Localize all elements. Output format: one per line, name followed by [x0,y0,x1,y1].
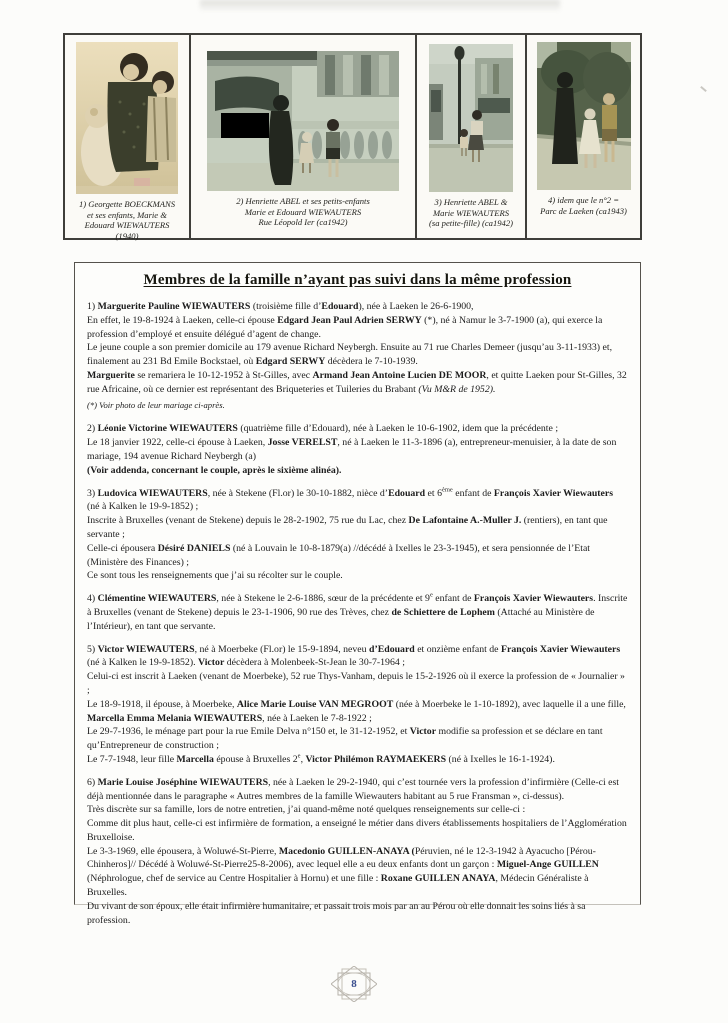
paragraph-3: 2) Léonie Victorine WIEWAUTERS (quatrième fille d’Edouard), née à Laeken le 10-6-1902, idem que la précédente ; Le 18 janvier 1922, celle-ci épouse à Laeken, Josse VERELST, né à Laeken le 11-3-1896 (a), entrepreneur-menuisier, à la date de son mariage, 194 avenue Richard Neybergh (a) (Voir addenda, concernant le couple, après le sixième alinéa). [87,423,617,476]
paragraph-2: (*) Voir photo de leur mariage ci-après. [87,399,225,410]
photo-2-caption: 2) Henriette ABEL et ses petits-enfants Marie et Edouard WIEWAUTERS Rue Léopold Ier (ca1942) [236,196,370,228]
photo-cell-1 [65,35,191,241]
paragraph-6: 5) Victor WIEWAUTERS, né à Moerbeke (Fl.or) le 15-9-1894, neveu d’Edouard et onzième enfant de François Xavier Wiewauters (né à Kalken le 19-9-1852). Victor décèdera à Molenbeek-St-Jean le 30-7-1964 ; Celui-ci est inscrit à Laeken (venant de Moerbeke), 52 rue Thys-Vanham, depuis le 15-2-1926 où il exerce la profession de « Journalier » ; Le 18-9-1918, il épouse, à Moerbeke, Alice Marie Louise VAN MEGROOT (née à Moerbeke le 1-10-1892), avec laquelle il a une fille, Marcella Emma Melania WIEWAUTERS, née à Laeken le 7-8-1922 ; Le 29-7-1936, le ménage part pour la rue Emile Delva n°150 et, le 31-12-1952, et Victor modifie sa profession et se déclare en tant qu’Entrepreneur de construction ; Le 7-7-1948, leur fille Marcella épouse à Bruxelles 2e, Victor Philémon RAYMAEKERS (né à Ixelles le 16-1-1924). [87,643,626,765]
scan-artifact [200,0,560,12]
article-body [87,300,628,927]
paragraph-4: 3) Ludovica WIEWAUTERS, née à Stekene (Fl.or) le 30-10-1882, nièce d’Edouard et 6ème enfant de François Xavier Wiewauters (né à Kalken le 19-9-1852) ; Inscrite à Bruxelles (venant de Stekene) depuis le 28-2-1902, 75 rue du Lac, chez De Lafontaine A.-Muller J. (rentiers), en tant que servante ; Celle-ci épousera Désiré DANIELS (né à Louvain le 10-8-1879(a) //décédé à Ixelles le 23-3-1945), et sera pensionnée de l’Etat (Ministère des Finances) ; Ce sont tous les renseignements que j’ai su récolter sur le couple. [87,486,614,582]
photo-4-caption: 4) idem que le n°2 = Parc de Laeken (ca1943) [540,195,627,216]
photo-4 [537,42,631,190]
photo-1 [76,42,178,194]
photo-cell-3 [417,35,527,238]
paragraph-1: 1) Marguerite Pauline WIEWAUTERS (troisième fille d’Edouard), née à Laeken le 26-6-1900, En effet, le 19-8-1924 à Laeken, celle-ci épouse Edgard Jean Paul Adrien SERWY (*), né à Namur le 3-7-1900 (a), qui exerce la profession d’employé et ensuite délégué d’agent de change. Le jeune couple a son premier domicile au 179 avenue Richard Neybergh. Ensuite au 71 rue Charles Demeer (jusqu’au 3-11-1933) et, finalement au 231 Bd Emile Bockstael, où Edgard SERWY décèdera le 7-10-1939. Marguerite se remariera le 10-12-1952 à St-Gilles, avec Armand Jean Antoine Lucien DE MOOR, et quitte Laeken pour St-Gilles, 32 rue Africaine, où ce dernier est représentant des Briqueteries et Tuileries du Brabant (Vu M&R de 1952). [87,301,627,395]
scan-artifact [700,86,707,92]
page-number-ornament [331,966,377,1002]
photo-cell-4 [527,35,640,238]
photo-3-caption: 3) Henriette ABEL & Marie WIEWAUTERS (sa petite-fille) (ca1942) [429,197,513,229]
photo-cell-2 [191,35,417,238]
photo-3-image [429,44,513,192]
article-title: Membres de la famille n’ayant pas suivi dans la même profession [143,272,572,288]
paragraph-7: 6) Marie Louise Joséphine WIEWAUTERS, née à Laeken le 29-2-1940, qui c’est tournée vers la profession d’infirmière (Celle-ci est déjà mentionnée dans le paragraphe « Autres membres de la famille Wiewauters habitant au 5 rue Fransman », ci-dessus). Très discrète sur sa famille, lors de notre entretien, j’ai quand-même noté quelques renseignements sur celle-ci : Comme dit plus haut, celle-ci est infirmière de formation, a enseigné le métier dans divers établissements hospitaliers de l’Agglomération Bruxelloise. Le 3-3-1969, elle épousera, à Woluwé-St-Pierre, Macedonio GUILLEN-ANAYA (Péruvien, né le 12-3-1942 à Ayacucho [Pérou-Chinheros]// Décédé à Woluwé-St-Pierre25-8-2006), avec lequel elle a eu deux enfants dont un garçon : Miguel-Ange GUILLEN (Néphrologue, chef de service au Centre Hospitalier à Hornu) et une fille : Roxane GUILLEN ANAYA, Médecin Généraliste à Bruxelles. Du vivant de son époux, elle était infirmière humanitaire, et passait trois mois par an au Pérou où elle donnait les soins liés à sa profession. [87,776,627,926]
page-number: 8 [351,978,357,990]
article-box [74,262,641,926]
photo-strip [63,33,642,240]
photo-4-image [537,42,631,190]
photo-2-image [207,51,399,191]
photo-1-caption: 1) Georgette BOECKMANS et ses enfants, Marie & Edouard WIEWAUTERS (1940) [78,199,176,241]
photo-1-image [76,42,178,194]
paragraph-5: 4) Clémentine WIEWAUTERS, née à Stekene le 2-6-1886, sœur de la précédente et 9e enfant de François Xavier Wiewauters. Inscrite à Bruxelles (venant de Stekene) depuis le 23-1-1906, 90 rue des Trèves, chez de Schiettere de Lophem (Attaché au Ministère de l’Intérieur), en tant que servante. [87,591,628,632]
photo-2 [207,51,399,191]
photo-3 [429,44,513,192]
